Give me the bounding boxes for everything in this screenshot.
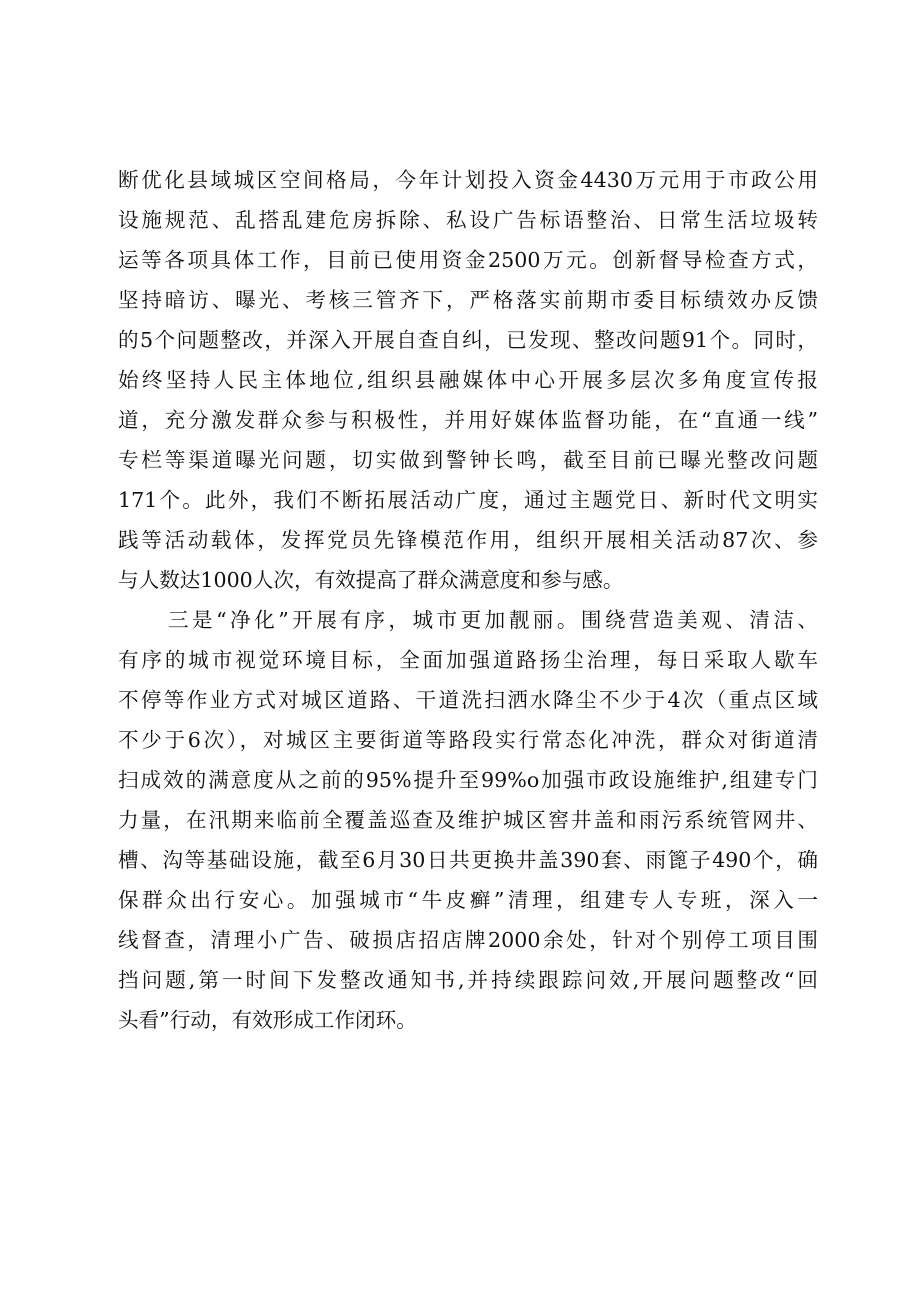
text-line: 运等各项具体工作，目前已使用资金2500万元。创新督导检查方式，	[118, 248, 818, 272]
text-line: 保群众出行安心。加强城市“牛皮癣”清理，组建专人专班，深入一	[118, 888, 818, 912]
text-line: 槽、沟等基础设施，截至6月30日共更换井盖390套、雨篦子490个，确	[118, 848, 818, 872]
text-line: 专栏等渠道曝光问题，切实做到警钟长鸣，截至目前已曝光整改问题	[118, 448, 818, 472]
paragraph-2	[118, 600, 818, 1040]
text-line: 践等活动载体，发挥党员先锋模范作用，组织开展相关活动87次、参	[118, 528, 818, 552]
text-line: 力量，在汛期来临前全覆盖巡查及维护城区窖井盖和雨污系统管网井、	[118, 808, 818, 832]
text-line: 挡问题,第一时间下发整改通知书,并持续跟踪问效,开展问题整改“回	[118, 968, 818, 992]
text-line: 头看”行动，有效形成工作闭环。	[118, 1008, 417, 1032]
text-line: 不少于6次），对城区主要街道等路段实行常态化冲洗，群众对街道清	[118, 728, 818, 752]
text-line: 171个。此外，我们不断拓展活动广度，通过主题党日、新时代文明实	[118, 488, 818, 512]
text-line: 断优化县域城区空间格局，今年计划投入资金4430万元用于市政公用	[118, 168, 818, 192]
text-line: 始终坚持人民主体地位,组织县融媒体中心开展多层次多角度宣传报	[118, 368, 818, 392]
text-line: 道，充分激发群众参与积极性，并用好媒体监督功能，在“直通一线”	[118, 408, 818, 432]
text-line: 设施规范、乱搭乱建危房拆除、私设广告标语整治、日常生活垃圾转	[118, 208, 818, 232]
text-line: 三是“净化”开展有序，城市更加靓丽。围绕营造美观、清洁、	[168, 608, 818, 632]
text-line: 的5个问题整改，并深入开展自查自纠，已发现、整改问题91个。同时，	[118, 328, 818, 352]
document-body	[118, 160, 818, 1040]
text-line: 坚持暗访、曝光、考核三管齐下，严格落实前期市委目标绩效办反馈	[118, 288, 818, 312]
paragraph-1	[118, 160, 818, 600]
text-line: 扫成效的满意度从之前的95%提升至99%o加强市政设施维护,组建专门	[118, 768, 818, 792]
text-line: 不停等作业方式对城区道路、干道洗扫洒水降尘不少于4次（重点区域	[118, 688, 818, 712]
text-line: 有序的城市视觉环境目标，全面加强道路扬尘治理，每日采取人歇车	[118, 648, 818, 672]
text-line: 与人数达1000人次，有效提高了群众满意度和参与感。	[118, 568, 624, 592]
text-line: 线督查，清理小广告、破损店招店牌2000余处，针对个别停工项目围	[118, 928, 818, 952]
